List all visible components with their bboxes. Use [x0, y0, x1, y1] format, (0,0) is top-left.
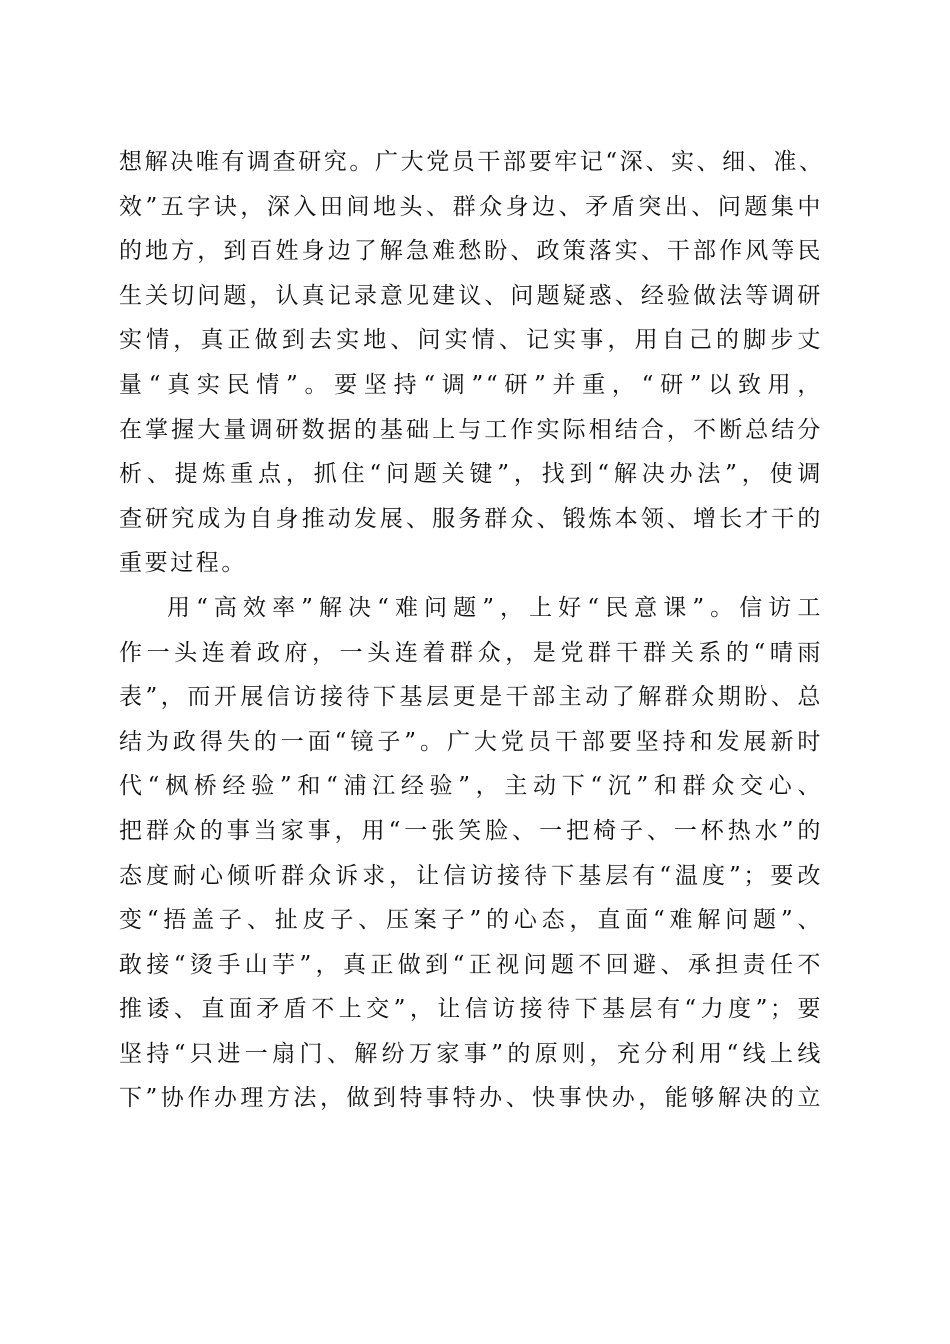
body-text	[119, 140, 823, 1121]
text-line: 生关切问题，认真记录意见建议、问题疑惑、经验做法等调研	[119, 282, 823, 309]
text-line: 结为政得失的一面“镜子”。广大党员干部要坚持和发展新时	[119, 728, 823, 755]
text-line: 代“枫桥经验”和“浦江经验”，主动下“沉”和群众交心、	[119, 773, 823, 800]
paragraph-2	[119, 586, 823, 1121]
text-line: 实情，真正做到去实地、问实情、记实事，用自己的脚步丈	[119, 327, 823, 354]
text-line: 量“真实民情”。要坚持“调”“研”并重，“研”以致用，	[119, 371, 823, 398]
text-line: 想解决唯有调查研究。广大党员干部要牢记“深、实、细、准、	[119, 149, 825, 175]
text-line: 析、提炼重点，抓住“问题关键”，找到“解决办法”，使调	[119, 461, 823, 488]
text-line: 查研究成为自身推动发展、服务群众、锻炼本领、增长才干的	[119, 505, 823, 532]
text-line: 作一头连着政府，一头连着群众，是党群干群关系的“晴雨	[119, 639, 823, 666]
text-line: 表”，而开展信访接待下基层更是干部主动了解群众期盼、总	[119, 684, 823, 711]
text-line: 坚持“只进一扇门、解纷万家事”的原则，充分利用“线上线	[119, 1040, 823, 1067]
text-line: 效”五字诀，深入田间地头、群众身边、矛盾突出、问题集中	[119, 193, 823, 220]
paragraph-1	[119, 140, 823, 586]
text-line: 变“捂盖子、扯皮子、压案子”的心态，直面“难解问题”、	[119, 907, 823, 934]
text-line: 推诿、直面矛盾不上交”，让信访接待下基层有“力度”；要	[119, 996, 823, 1023]
text-line: 敢接“烫手山芋”，真正做到“正视问题不回避、承担责任不	[119, 951, 823, 978]
text-line: 在掌握大量调研数据的基础上与工作实际相结合，不断总结分	[119, 416, 823, 443]
text-line: 的地方，到百姓身边了解急难愁盼、政策落实、干部作风等民	[119, 238, 823, 265]
text-line: 把群众的事当家事，用“一张笑脸、一把椅子、一杯热水”的	[119, 817, 823, 844]
text-line: 下”协作办理方法，做到特事特办、快事快办，能够解决的立	[119, 1085, 823, 1112]
text-line: 用“高效率”解决“难问题”，上好“民意课”。信访工	[167, 594, 823, 621]
text-line: 重要过程。	[119, 550, 247, 577]
text-line: 态度耐心倾听群众诉求，让信访接待下基层有“温度”；要改	[119, 862, 823, 889]
